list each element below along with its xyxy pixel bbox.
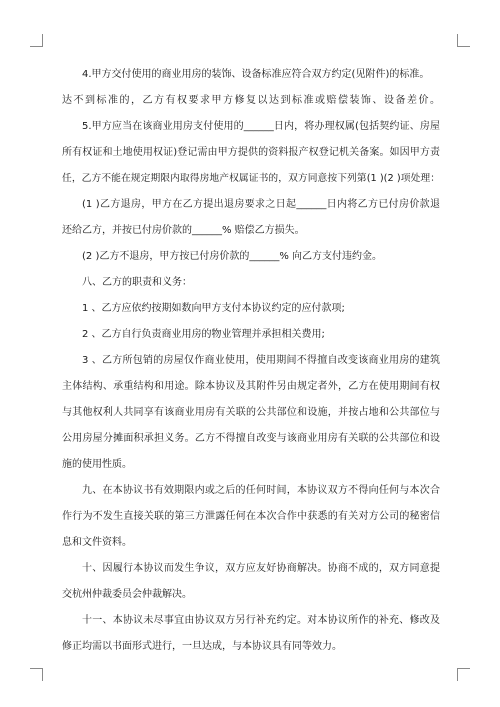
text-line: 交杭州仲裁委员会仲裁解决。: [62, 589, 192, 600]
text-line: 1 、乙方应依约按期如数向甲方支付本协议约定的应付款项;: [82, 303, 345, 314]
crop-mark-bottom-left: [30, 668, 43, 681]
text-line: 所有权证和土地使用权证)登记需由甲方提供的资料报产权登记机关备案。如因甲方责: [62, 147, 440, 158]
section-heading: 八、乙方的职责和义务：: [82, 277, 192, 288]
crop-mark-top-right: [457, 34, 470, 47]
text-line: (2 )乙方不退房，甲方按已付房价款的______% 向乙方支付违约金。: [82, 251, 383, 262]
text-line: (1 )乙方退房，甲方在乙方提出退房要求之日起______日内将乙方已付房价款退: [82, 199, 440, 210]
text-line: 主体结构、承重结构和用途。除本协议及其附件另由规定者外，乙方在使用期间有权: [62, 381, 440, 392]
text-line: 十一、本协议未尽事宜由协议双方另行补充约定。对本协议所作的补充、修改及: [82, 615, 440, 626]
text-line: 九、在本协议书有效期限内或之后的任何时间，本协议双方不得向任何与本次合: [82, 485, 440, 496]
text-line: 修正均需以书面形式进行，一旦达成，与本协议具有同等效力。: [62, 641, 342, 652]
text-line: 5.甲方应当在该商业用房支付使用的______日内，将办理权属(包括契约证、房屋: [82, 121, 440, 132]
text-line: 3 、乙方所包销的房屋仅作商业使用，使用期间不得擅自改变该商业用房的建筑: [82, 355, 440, 366]
text-line: 2 、乙方自行负责商业用房的物业管理并承担相关费用;: [82, 329, 325, 340]
text-line: 十、因履行本协议而发生争议，双方应友好协商解决。协商不成的，双方同意提: [82, 563, 440, 574]
text-line: 任，乙方不能在规定期限内取得房地产权属证书的，双方同意按下列第(1 )(2 )项处理：: [62, 173, 440, 184]
text-line: 息和文件资料。: [62, 537, 132, 548]
crop-mark-top-left: [30, 34, 43, 47]
text-line: 与其他权利人共同享有该商业用房有关联的公共部位和设施，并按占地和公共部位与: [62, 407, 440, 418]
text-line: 施的使用性质。: [62, 459, 132, 470]
text-line: 达不到标准的，乙方有权要求甲方修复以达到标准或赔偿装饰、设备差价。: [62, 95, 440, 106]
text-line: 作行为不发生直接关联的第三方泄露任何在本次合作中获悉的有关对方公司的秘密信: [62, 511, 440, 522]
crop-mark-bottom-right: [457, 668, 470, 681]
text-line: 还给乙方，并按已付房价款的______% 赔偿乙方损失。: [62, 225, 305, 236]
text-line: 4.甲方交付使用的商业用房的装饰、设备标准应符合双方约定(见附件)的标准。: [82, 69, 430, 80]
text-line: 公用房屋分摊面积承担义务。乙方不得擅自改变与该商业用房有关联的公共部位和设: [62, 433, 440, 444]
